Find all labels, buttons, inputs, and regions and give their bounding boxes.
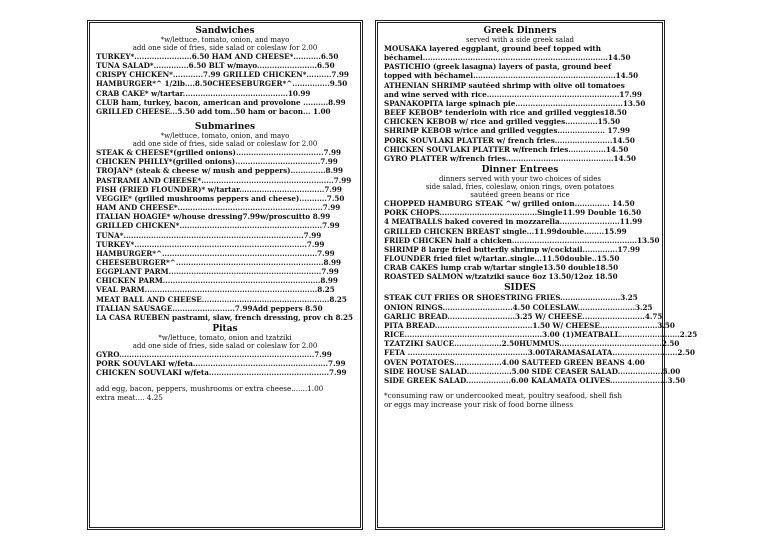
greek-section-title: Greek Dinners [483, 26, 557, 36]
greek-menu-line: SHRIMP KEBOB w/rice and grilled veggies................... 17.99 [384, 126, 630, 136]
left-note-line: extra meat.... 4.25 [96, 392, 163, 402]
sides-menu-line: SIDE GREEK SALAD..................6.00 KALAMATA OLIVES.......................3.50 [384, 375, 686, 385]
submarines-menu-line: VEGGIE* (grilled mushrooms peppers and cheese)...........7.50 [96, 193, 345, 203]
sandwiches-menu-line: CLUB ham, turkey, bacon, american and provolone ..........8.99 [96, 97, 346, 107]
sides-menu-line: FETA ................................................3.00TARAMASALATA..........................2.50 [384, 348, 695, 358]
submarines-subtitle: add one side of fries, side salad or coleslaw for 2.00 [132, 140, 318, 149]
pitas-menu-line: PORK SOUVLAKI w/feta......................................................7.99 [96, 359, 346, 369]
submarines-menu-line: FISH (FRIED FLOUNDER)* w/tartar..................................7.99 [96, 184, 342, 194]
greek-menu-line: CHICKEN SOUVLAKI PLATTER w/french fries...............14.50 [384, 144, 629, 154]
sandwiches-subtitle: add one side of fries, side salad or coleslaw for 2.00 [132, 44, 318, 52]
dinner-menu-line: ROASTED SALMON w/tzatziki sauce 6oz 13.50/12oz 18.50 [384, 272, 618, 282]
greek-menu-line: SPANAKOPITA large spinach pie...........................................13.50 [384, 98, 646, 108]
dinner-menu-line: 4 MEATBALLS baked covered in mozzarella........................11.99 [384, 217, 643, 227]
greek-menu-line: CHICKEN KEBOB w/ rice and grilled veggies.............15.50 [384, 117, 621, 127]
sides-menu-line: ONION RINGS............................4.50 COLESLAW.......................3.25 [384, 302, 653, 312]
dinner-menu-line: CHOPPED HAMBURG STEAK ^w/ grilled onion.............. 14.50 [384, 199, 635, 209]
submarines-subtitle: *w/lettuce, tomato, onion, and mayo [160, 132, 290, 141]
submarines-menu-line: HAMBURGER*^..............................................................7.99 [96, 248, 335, 258]
greek-menu-line: béchamel..........................................................................14.50 [384, 53, 631, 63]
dinner-menu-line: CRAB CAKES lump crab w/tartar single13.50 double18.50 [384, 263, 619, 273]
left-menu-column [96, 26, 354, 524]
sides-menu-line: TZATZIKI SAUCE...................2.50HUMMUS.........................................2.50 [384, 339, 680, 349]
pitas-menu-line: GYRO..............................................................................7.99 [96, 350, 332, 360]
submarines-menu-line: EGGPLANT PARM.............................................................7.99 [96, 267, 339, 277]
submarines-menu-line: ITALIAN SAUSAGE.........................7.99Add peppers 8.50 [96, 303, 323, 313]
greek-menu-line: PORK SOUVLAKI PLATTER w/ french fries.......................14.50 [384, 135, 635, 145]
submarines-menu-line: CHICKEN PHILLY*(grilled onions)..................................7.99 [96, 157, 338, 167]
pitas-subtitle: *w/lettuce, tomato, onion and tzatziki [158, 334, 292, 343]
greek-menu-line: PASTICHIO (greek lasagna) layers of pasta, ground beef [384, 62, 612, 72]
sandwiches-subtitle: *w/lettuce, tomato, onion, and mayo [160, 36, 290, 44]
sandwiches-menu-line: GRILLED CHEESE...5.50 add tom..50 ham or bacon... 1.00 [96, 106, 331, 116]
pitas-section-title: Pitas [212, 324, 238, 335]
pitas-menu-line: CHICKEN SOUVLAKI w/feta................................................7.99 [96, 368, 347, 378]
right-menu-page [375, 20, 698, 530]
submarines-menu-line: VEAL PARM.....................................................................8.25 [96, 285, 335, 295]
greek-menu-line: GYRO PLATTER w/french fries...........................................14.50 [384, 153, 636, 163]
sides-menu-line: PITA BREAD.......................................1.50 W/ CHEESE.......................3.50 [384, 320, 675, 330]
dinner-section-title: Dinner Entrees [481, 165, 559, 176]
greek-menu-line: and wine served with rice.....................................................17.99 [384, 89, 642, 99]
sides-menu-line: RICE.......................................................3.00 (1)MEATBALL........................2.25 [384, 330, 698, 340]
sides-section-title: SIDES [504, 283, 536, 294]
right-note-line: or eggs may increase your risk of food borne illness [384, 400, 574, 410]
dinner-menu-line: GRILLED CHICKEN BREAST single...11.99double........15.99 [384, 226, 627, 236]
right-notes [384, 391, 656, 409]
dinner-subtitle: dinners served with your two choices of sides [438, 175, 602, 184]
left-menu-page [87, 20, 363, 530]
submarines-section-title: Submarines [194, 122, 256, 133]
submarines-menu-line: PASTRAMI AND CHEESE*.....................................................7.99 [96, 175, 352, 185]
submarines-menu-line: LA CASA RUEBEN pastrami, slaw, french dressing, prov ch 8.25 [96, 312, 354, 322]
dinner-menu-line: FLOUNDER fried filet w/tartar..single...11.50double..15.50 [384, 253, 620, 263]
left-notes [96, 384, 354, 402]
sides-menu-line: SIDE HOUSE SALAD..................5.00 SIDE CEASER SALAD..................5.00 [384, 366, 681, 376]
dinner-menu-line: FRIED CHICKEN half a chicken..................................................13.50 [384, 235, 660, 245]
left-note-line: add egg, bacon, peppers, mushrooms or extra cheese.......1.00 [96, 383, 324, 393]
sandwiches-section-title: Sandwiches [195, 26, 255, 36]
submarines-menu-line: ITALIAN HOAGIE* w/house dressing7.99w/proscuitto 8.99 [96, 212, 331, 222]
sandwiches-menu-line: TURKEY*.......................6.50 HAM AND CHEESE*...........6.50 [96, 52, 339, 61]
greek-menu-line: ATHENIAN SHRIMP sautéed shrimp with olive oil tomatoes [384, 80, 625, 90]
sandwiches-menu-line: CRAB CAKE* w/tartar..........................................10.99 [96, 88, 311, 98]
greek-menu-line: MOUSAKA layered eggplant, ground beef topped with [384, 44, 601, 53]
sides-menu-line: GARLIC BREAD...........................3.25 W/ CHEESE.........................4.75 [384, 311, 663, 321]
submarines-menu-line: CHICKEN PARM...............................................................8.99 [96, 276, 338, 286]
submarines-menu-line: TURKEY*.....................................................................7.99 [96, 239, 325, 249]
sides-menu-line: STEAK CUT FRIES OR SHOESTRING FRIES........................3.25 [384, 293, 638, 303]
sandwiches-menu-line: HAMBURGER*^ 1/2lb....8.50CHEESEBURGER*^...............9.50 [96, 79, 348, 89]
dinner-subtitle: side salad, fries, coleslaw, onion rings, oven potatoes [425, 183, 615, 192]
sides-menu-line: OVEN POTATOES...................4.00 SAUTEED GREEN BEANS 4.00 [384, 357, 645, 367]
right-menu-column [384, 26, 698, 524]
submarines-menu-line: CHEESEBURGER*^...........................................................8.99 [96, 257, 341, 267]
dinner-menu-line: PORK CHOPS.......................................Single11.99 Double 16.50 [384, 208, 642, 218]
greek-menu-line: topped with béchamel.........................................................14.50 [384, 71, 639, 81]
submarines-menu-line: GRILLED CHICKEN*.........................................................7.99 [96, 221, 340, 231]
pitas-subtitle: add one side of fries, side salad or coleslaw for 2.00 [132, 342, 318, 351]
submarines-menu-line: TROJAN* (steak & cheese w/ mush and peppers)..............8.99 [96, 166, 344, 176]
greek-subtitle: served with a side greek salad [466, 36, 574, 44]
submarines-menu-line: TUNA*........................................................................7.99 [96, 230, 322, 240]
sandwiches-menu-line: TUNA SALAD*..............6.50 BLT w/mayo........................6.50 [96, 61, 335, 71]
spacer [96, 116, 354, 120]
right-note-line: *consuming raw or undercooked meat, poultry seafood, shell fish [384, 391, 623, 400]
sandwiches-menu-line: CRISPY CHICKEN*............7.99 GRILLED CHICKEN*..........7.99 [96, 70, 349, 80]
dinner-subtitle: sautéed green beans or rice [470, 191, 570, 200]
submarines-menu-line: STEAK & CHEESE*(grilled onions)...................................7.99 [96, 148, 342, 158]
greek-menu-line: BEEF KEBOB* tenderloin with rice and grilled veggies18.50 [384, 108, 627, 118]
submarines-menu-line: MEAT BALL AND CHEESE...................................................8.25 [96, 294, 347, 304]
dinner-menu-line: SHRIMP 8 large fried butterfly shrimp w/cocktail..............17.99 [384, 244, 641, 254]
submarines-menu-line: HAM AND CHEESE*..........................................................7.99 [96, 203, 341, 213]
